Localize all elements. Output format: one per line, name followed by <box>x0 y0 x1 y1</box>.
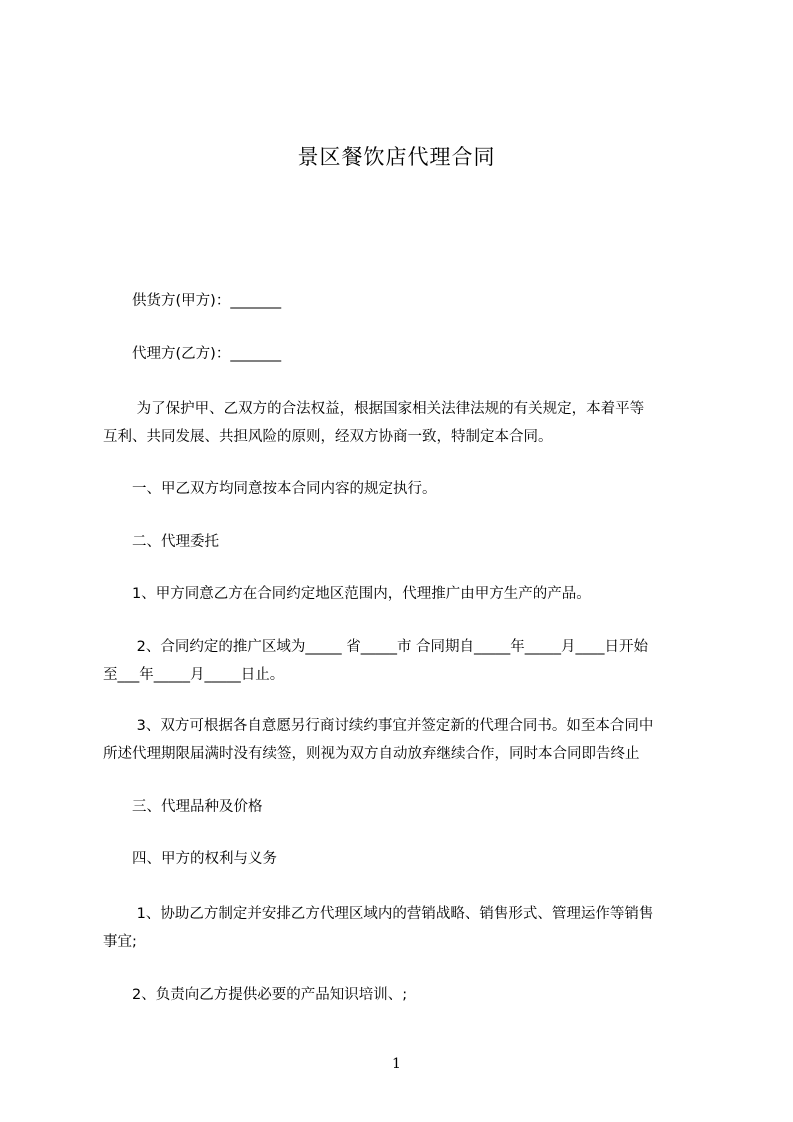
paragraph-line: 所述代理期限届满时没有续签，则视为双方自动放弃继续合作，同时本合同即告终止 <box>103 746 640 762</box>
paragraph-line: 1、甲方同意乙方在合同约定地区范围内，代理推广由甲方生产的产品。 <box>103 586 591 602</box>
paragraph-section-4-heading <box>103 845 709 873</box>
paragraph-clause-2-1 <box>103 580 709 608</box>
paragraph-line: 事宜; <box>103 934 137 950</box>
paragraph-section-3-heading <box>103 793 709 821</box>
paragraph-section-2-heading <box>103 528 709 556</box>
paragraph-clause-4-2 <box>103 981 709 1009</box>
paragraph-line: 1、协助乙方制定并安排乙方代理区域内的营销战略、销售形式、管理运作等销售 <box>103 906 654 922</box>
paragraph-line: 2、合同约定的推广区域为_____ 省_____市 合同期自_____年_____月____日开始 <box>103 639 649 655</box>
paragraph-line: 为了保护甲、乙双方的合法权益，根据国家相关法律法规的有关规定，本着平等 <box>103 401 645 417</box>
paragraph-line: 二、代理委托 <box>103 534 219 550</box>
paragraph-section-1 <box>103 475 709 503</box>
paragraph-clause-4-1 <box>103 900 709 956</box>
paragraph-line: 供货方(甲方)：_______ <box>103 293 282 309</box>
paragraph-party-a <box>103 287 709 315</box>
paragraph-clause-2-2 <box>103 633 709 689</box>
paragraph-clause-2-3 <box>103 712 709 768</box>
paragraph-preamble <box>103 395 709 451</box>
paragraph-line: 3、双方可根据各自意愿另行商讨续约事宜并签定新的代理合同书。如至本合同中 <box>103 718 654 734</box>
document-title: 景区餐饮店代理合同 <box>297 145 496 169</box>
paragraph-line: 代理方(乙方)：_______ <box>103 346 282 362</box>
paragraph-party-b <box>103 340 709 368</box>
paragraph-line: 一、甲乙双方均同意按本合同内容的规定执行。 <box>103 481 437 497</box>
paragraph-line: 2、负责向乙方提供必要的产品知识培训、; <box>103 987 408 1003</box>
page-number: 1 <box>392 1056 401 1072</box>
paragraph-line: 三、代理品种及价格 <box>103 799 263 815</box>
paragraph-line: 四、甲方的权利与义务 <box>103 851 277 867</box>
paragraph-line: 至___年_____月_____日止。 <box>103 667 285 683</box>
paragraph-line: 互利、共同发展、共担风险的原则，经双方协商一致，特制定本合同。 <box>103 429 553 445</box>
